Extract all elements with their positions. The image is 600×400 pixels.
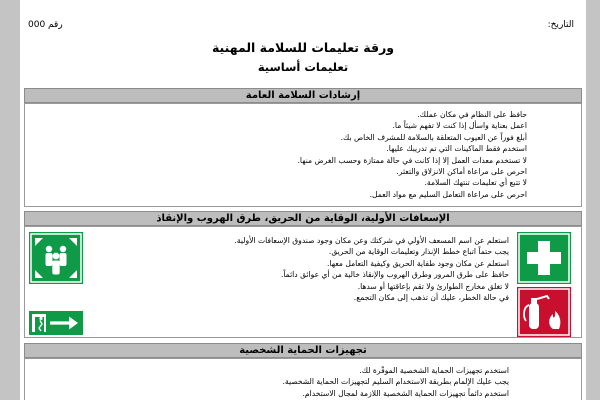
list-item: احرص على مراعاة التعامل السليم مع مواد العمل. — [369, 189, 527, 199]
fire-extinguisher-icon — [517, 287, 571, 337]
assembly-point-icon — [29, 232, 83, 284]
document-subtitle: تعليمات أساسية — [257, 60, 349, 74]
list-item: استعلم عن مكان وجود طفاية الحريق وكيفية التعامل معها. — [326, 258, 509, 268]
list-item: احرص على مراعاة أماكن الانزلاق والتعثر. — [396, 166, 527, 176]
list-item: يجب عليك الإلمام بطريقة الاستخدام السليم لتجهيزات الحماية الشخصية. — [282, 377, 509, 387]
list-item: استخدم تجهيزات الحماية الشخصية الموفّرة لك. — [359, 366, 509, 375]
list-item: في حالة الخطر، عليك أن تذهب إلى مكان التجمع. — [353, 292, 509, 302]
list-item: استخدم فقط الماكينات التي تم تدريبك عليها. — [386, 144, 527, 154]
section-body-general-safety — [24, 103, 582, 207]
section-heading-first-aid-fire: الإسعافات الأولية، الوقاية من الحريق، طرق الهروب والإنقاذ — [24, 211, 582, 226]
list-item: حافظ على طرق المرور وطرق الهروب والإنقاذ خالية من أي عوائق دائماً. — [280, 270, 509, 280]
section-heading-general-safety: إرشادات السلامة العامة — [24, 88, 582, 103]
list-item: لا تستخدم معدات العمل إلا إذا كانت في حالة ممتازة وحسب الغرض منها. — [297, 155, 527, 165]
form-number: رقم 000 — [28, 20, 63, 30]
list-item: لا تتبع أي تعليمات تنتهك السلامة. — [424, 178, 527, 188]
first-aid-fire-list — [234, 235, 509, 303]
first-aid-icon — [517, 232, 571, 284]
document-title: ورقة تعليمات للسلامة المهنية — [211, 40, 395, 55]
list-item: حافظ على النظام في مكان عملك. — [417, 110, 527, 119]
document-page — [20, 0, 586, 400]
emergency-exit-icon — [29, 311, 83, 335]
section-heading-ppe: تجهيزات الحماية الشخصية — [24, 343, 582, 358]
section-body-first-aid-fire — [24, 226, 582, 338]
general-safety-list — [297, 109, 527, 200]
list-item: استعلم عن اسم المسعف الأولي في شركتك وعن مكان وجود صندوق الإسعافات الأولية. — [234, 236, 509, 245]
list-item: لا تغلق مخارج الطوارئ ولا تقم بإعاقتها أو سدها. — [357, 281, 509, 291]
list-item: اعمل بعناية واسأل إذا كنت لا تفهم شيئاً ما. — [392, 121, 527, 131]
date-label: التاريخ: — [547, 20, 574, 30]
section-body-ppe — [24, 358, 582, 400]
ppe-list — [282, 365, 509, 399]
list-item: استخدم دائماً تجهيزات الحماية الشخصية اللازمة لمجال الاستخدام. — [302, 388, 509, 398]
list-item: أبلغ فوراً عن العيوب المتعلقة بالسلامة للمشرف الخاص بك. — [340, 132, 527, 142]
list-item: يجب حتماً اتباع خطط الإنذار وتعليمات الوقاية من الحريق. — [328, 247, 509, 257]
